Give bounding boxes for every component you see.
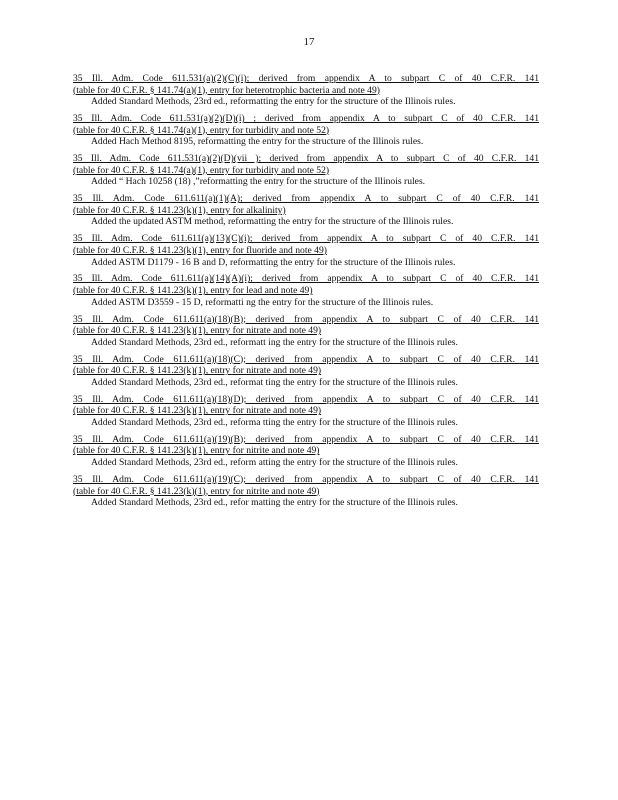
entry-citation: 35 Ill. Adm. Code 611.611(a)(18)(D); derived from appendix A to subpart C of 40 C.F.R. 141: [73, 393, 539, 405]
entry-note: Added Standard Methods, 23rd ed., reformat ting the entry for the structure of the Illinois rules.: [91, 376, 458, 388]
entry-table-reference: (table for 40 C.F.R. § 141.23(k)(1), entry for nitrate and note 49): [73, 365, 322, 377]
list-item: [73, 314, 539, 350]
entries-list: [73, 73, 539, 514]
list-item: [73, 434, 539, 470]
entry-citation: 35 Ill. Adm. Code 611.531(a)(2)(C)(i); derived from appendix A to subpart C of 40 C.F.R. 141: [73, 73, 539, 84]
list-item: [73, 273, 539, 309]
entry-note: Added Standard Methods, 23rd ed., reformatt ing the entry for the structure of the Illinois rules.: [91, 336, 458, 348]
entry-note: Added ASTM D1179 - 16 B and D, reformatting the entry for the structure of the Illinois rules.: [91, 256, 456, 268]
entry-table-reference: (table for 40 C.F.R. § 141.23(k)(1), entry for nitrite and note 49): [73, 485, 320, 497]
list-item: [73, 233, 539, 269]
entry-citation: 35 Ill. Adm. Code 611.611(a)(19)(C); derived from appendix A to subpart C of 40 C.F.R. 141: [73, 473, 539, 485]
list-item: [73, 113, 539, 149]
page-number: 17: [303, 36, 315, 48]
entry-table-reference: (table for 40 C.F.R. § 141.74(a)(1), entry for heterotrophic bacteria and note 49): [73, 84, 380, 96]
entry-note: Added Standard Methods, 23rd ed., refor matting the entry for the structure of the Illinois rules.: [91, 497, 458, 509]
entry-citation: 35 Ill. Adm. Code 611.611(a)(19)(B); derived from appendix A to subpart C of 40 C.F.R. 141: [73, 433, 539, 445]
entry-note: Added Hach Method 8195, reformatting the entry for the structure of the Illinois rules.: [91, 136, 424, 148]
list-item: [73, 153, 539, 189]
entry-table-reference: (table for 40 C.F.R. § 141.74(a)(1), entry for turbidity and note 52): [73, 124, 330, 136]
entry-table-reference: (table for 40 C.F.R. § 141.23(k)(1), entry for alkalinity): [73, 204, 286, 216]
entry-table-reference: (table for 40 C.F.R. § 141.23(k)(1), entry for nitrate and note 49): [73, 405, 322, 417]
entry-citation: 35 Ill. Adm. Code 611.611(a)(1)(A); derived from appendix A to subpart C of 40 C.F.R. 141: [73, 193, 539, 205]
list-item: [73, 193, 539, 229]
list-item: [73, 474, 539, 510]
list-item: [73, 394, 539, 430]
entry-citation: 35 Ill. Adm. Code 611.611(a)(18)(C); derived from appendix A to subpart C of 40 C.F.R. 141: [73, 353, 539, 365]
entry-citation: 35 Ill. Adm. Code 611.611(a)(13)(C)(i); derived from appendix A to subpart C of 40 C.F.R. 141: [73, 233, 539, 245]
entry-note: Added the updated ASTM method, reformatting the entry for the structure of the Illinois rules.: [91, 216, 454, 228]
entry-table-reference: (table for 40 C.F.R. § 141.74(a)(1), entry for turbidity and note 52): [73, 164, 330, 176]
entry-note: Added Standard Methods, 23rd ed., reforma tting the entry for the structure of the Illinois rules.: [91, 416, 458, 428]
entry-note: Added “ Hach 10258 (18) ,”reformatting the entry for the structure of the Illinois rules.: [91, 176, 426, 188]
entry-citation: 35 Ill. Adm. Code 611.531(a)(2)(D)(i) ; derived from appendix A to subpart C of 40 C.F.R. 141: [73, 113, 539, 125]
entry-citation: 35 Ill. Adm. Code 611.611(a)(14)(A)(i); derived from appendix A to subpart C of 40 C.F.R. 141: [73, 273, 539, 285]
entry-note: Added Standard Methods, 23rd ed., reform atting the entry for the structure of the Illinois rules.: [91, 457, 458, 469]
entry-table-reference: (table for 40 C.F.R. § 141.23(k)(1), entry for fluoride and note 49): [73, 244, 327, 256]
entry-note: Added Standard Methods, 23rd ed., reformatting the entry for the structure of the Illinois rules.: [91, 96, 456, 108]
list-item: [73, 354, 539, 390]
entry-table-reference: (table for 40 C.F.R. § 141.23(k)(1), entry for nitrite and note 49): [73, 445, 320, 457]
list-item: [73, 73, 539, 109]
entry-table-reference: (table for 40 C.F.R. § 141.23(k)(1), entry for lead and note 49): [73, 285, 313, 297]
entry-citation: 35 Ill. Adm. Code 611.611(a)(18)(B); derived from appendix A to subpart C of 40 C.F.R. 141: [73, 313, 539, 325]
entry-table-reference: (table for 40 C.F.R. § 141.23(k)(1), entry for nitrate and note 49): [73, 325, 322, 337]
entry-note: Added ASTM D3559 - 15 D, reformatti ng the entry for the structure of the Illinois rules.: [91, 296, 434, 308]
entry-citation: 35 Ill. Adm. Code 611.531(a)(2)(D)(vii ); derived from appendix A to subpart C of 40 C.F.R. 141: [73, 153, 539, 165]
